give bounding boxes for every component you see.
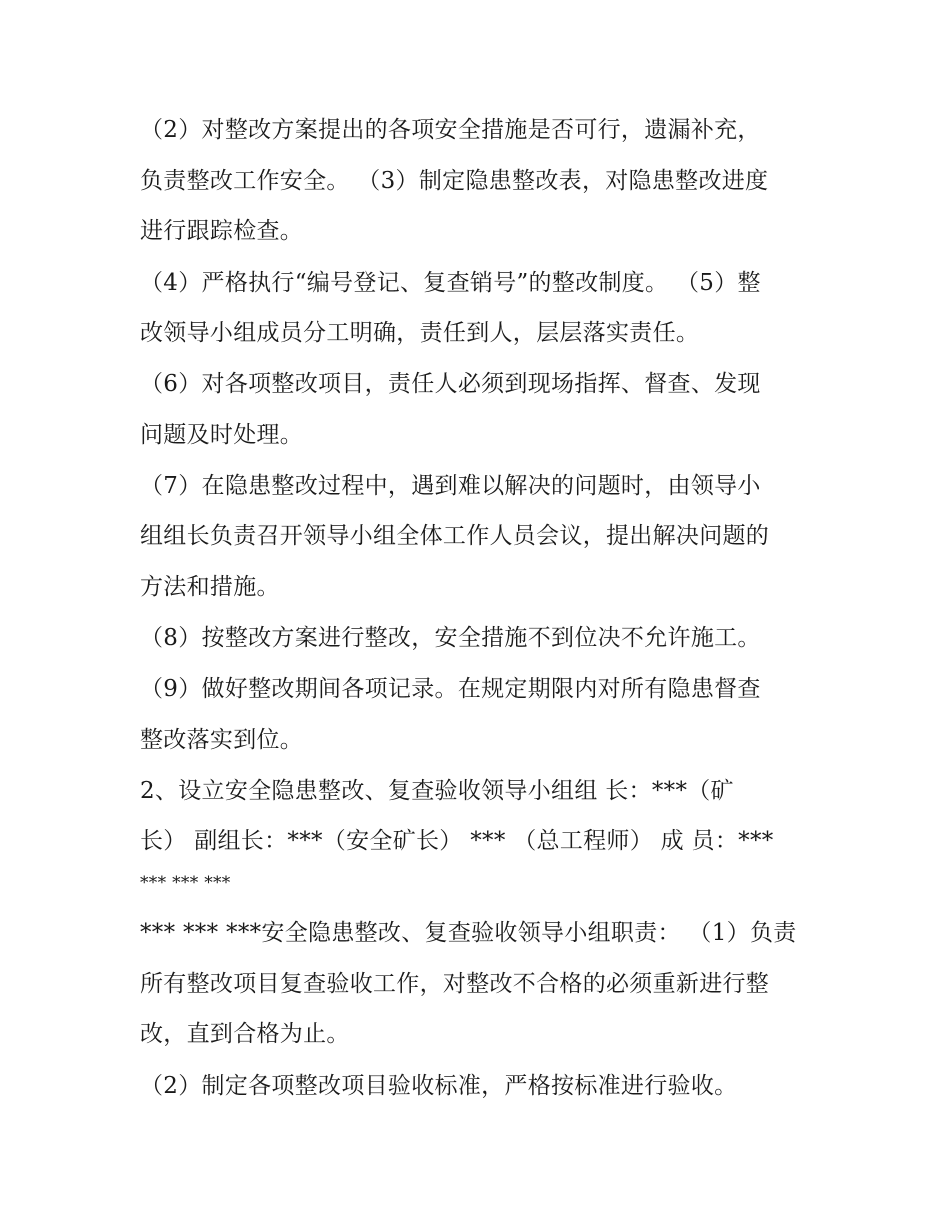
text-line: （4）严格执行“编号登记、复查销号”的整改制度。 （5）整: [140, 270, 761, 296]
text-line: （7）在隐患整改过程中，遇到难以解决的问题时，由领导小: [140, 473, 761, 499]
text-line: 进行跟踪检查。: [140, 218, 304, 244]
text-line: *** *** ***: [140, 873, 231, 893]
text-line: 2、设立安全隐患整改、复查验收领导小组组 长：***（矿: [140, 778, 734, 804]
text-line: （2）制定各项整改项目验收标准，严格按标准进行验收。: [140, 1073, 738, 1099]
text-line: 方法和措施。: [140, 574, 280, 600]
text-line: 长） 副组长：***（安全矿长） *** （总工程师） 成 员：***: [140, 828, 774, 854]
text-line: 改，直到合格为止。: [140, 1021, 350, 1047]
text-line: 问题及时处理。: [140, 422, 304, 448]
text-line: （9）做好整改期间各项记录。在规定期限内对所有隐患督查: [140, 676, 761, 702]
text-line: 负责整改工作安全。 （3）制定隐患整改表，对隐患整改进度: [140, 168, 769, 194]
text-line: 改领导小组成员分工明确，责任到人，层层落实责任。: [140, 320, 700, 346]
text-line: 组组长负责召开领导小组全体工作人员会议，提出解决问题的: [140, 523, 770, 549]
text-line: *** *** ***安全隐患整改、复查验收领导小组职责： （1）负责: [140, 920, 797, 946]
text-line: 所有整改项目复查验收工作，对整改不合格的必须重新进行整: [140, 971, 770, 997]
text-line: 整改落实到位。: [140, 727, 304, 753]
text-line: （8）按整改方案进行整改，安全措施不到位决不允许施工。: [140, 625, 761, 651]
text-line: （2）对整改方案提出的各项安全措施是否可行，遗漏补充，: [140, 117, 761, 143]
text-line: （6）对各项整改项目，责任人必须到现场指挥、督查、发现: [140, 371, 761, 397]
